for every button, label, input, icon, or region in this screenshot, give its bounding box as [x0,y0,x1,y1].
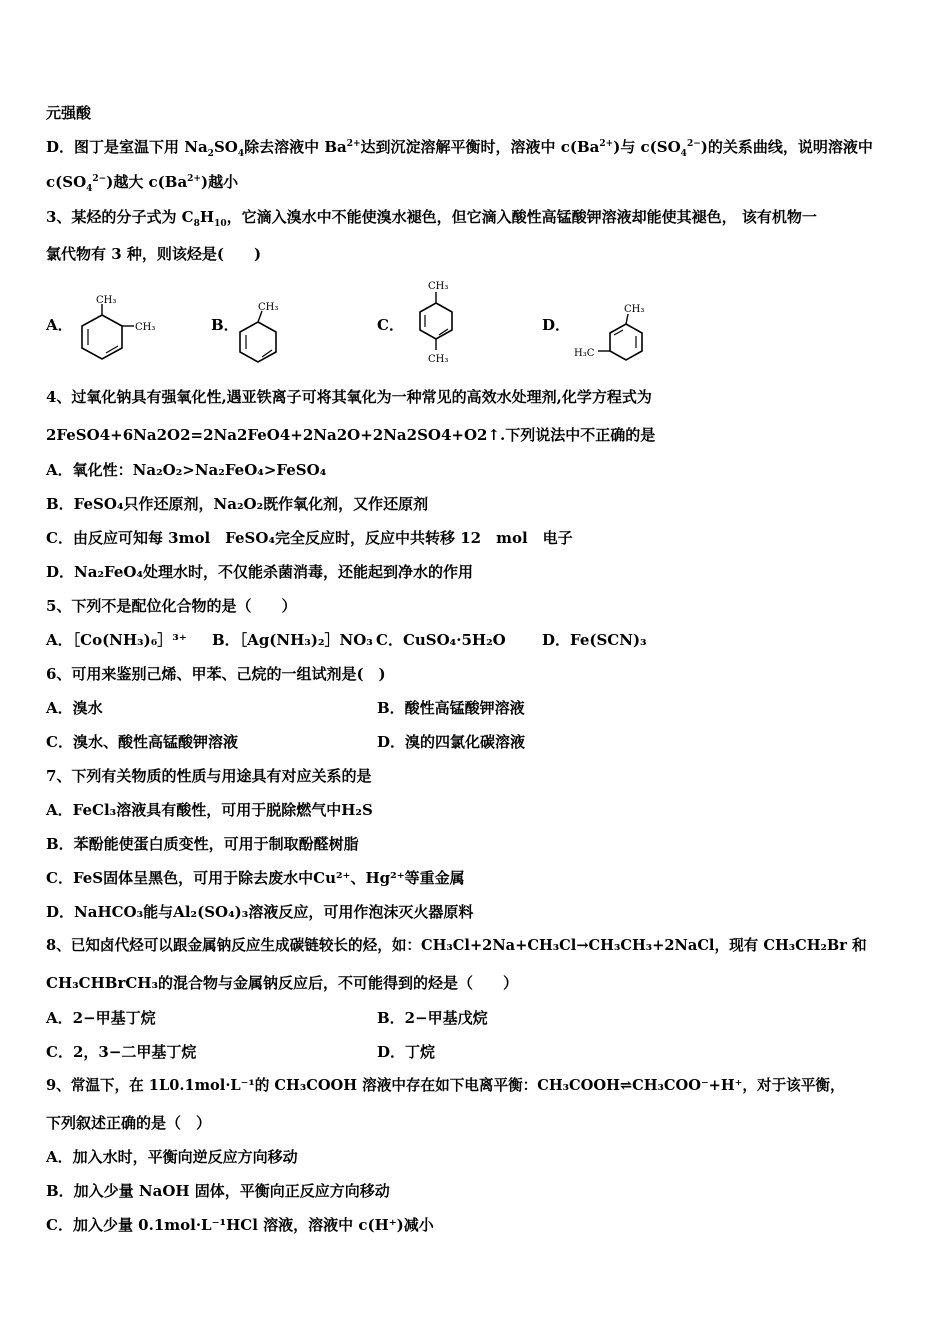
q9-stem-line2: 下列叙述正确的是（ ） [46,1114,212,1132]
q3-option-a-label: A． [46,316,73,334]
svg-text:CH₃: CH₃ [624,304,645,315]
q3-stem-line1: 3、某烃的分子式为 $C_8H_{10}$，它滴入溴水中不能使溴水褪色，但它滴入酸性高锰酸钾溶液却能使其褪色， 该有机物一 [46,208,817,229]
q7-option-b: B．苯酚能使蛋白质变性，可用于制取酚醛树脂 [46,835,359,853]
svg-text:CH₃: CH₃ [428,354,449,365]
svg-text:CH₃: CH₃ [258,302,279,313]
svg-text:CH₃: CH₃ [428,281,449,292]
q7-option-c: C．FeS固体呈黑色，可用于除去废水中Cu²⁺、Hg²⁺等重金属 [46,869,465,887]
q5-option-a: A．［Co(NH₃)₆］³⁺ [46,631,187,649]
q5-option-c: C．CuSO₄·5H₂O [376,631,506,649]
q2-continuation: 元强酸 [46,104,92,122]
q8-stem-line2: CH₃CHBrCH₃的混合物与金属钠反应后，不可能得到的烃是（ ） [46,974,519,992]
svg-text:H₃C: H₃C [574,348,595,359]
q8-option-d: D．丁烷 [377,1043,436,1061]
q6-option-a: A．溴水 [46,699,103,717]
q3-option-c-label: C． [377,316,404,334]
q3-structure-a-ortho-xylene [80,295,170,365]
q8-option-c: C．2，3−二甲基丁烷 [46,1043,197,1061]
q2-option-d-line2: $c(SO_4^{2-})$越大 $c(Ba^{2+})$越小 [46,173,239,194]
q4-option-c: C．由反应可知每 3mol FeSO₄完全反应时，反应中共转移 12 mol 电子 [46,529,573,547]
q9-option-a: A．加入水时，平衡向逆反应方向移动 [46,1148,298,1166]
svg-text:CH₃: CH₃ [135,322,156,333]
q3-option-b-label: B． [211,316,239,334]
q3-option-d-label: D． [542,316,571,334]
q9-option-b: B．加入少量 NaOH 固体，平衡向正反应方向移动 [46,1182,390,1200]
q7-option-d: D．NaHCO₃能与Al₂(SO₄)₃溶液反应，可用作泡沫灭火器原料 [46,903,474,921]
q9-option-c: C．加入少量 0.1mol·L⁻¹HCl 溶液，溶液中 c(H⁺)减小 [46,1216,434,1234]
q6-option-d: D．溴的四氯化碳溶液 [377,733,526,751]
q4-option-d: D．Na₂FeO₄处理水时，不仅能杀菌消毒，还能起到净水的作用 [46,563,474,581]
q7-option-a: A．FeCl₃溶液具有酸性，可用于脱除燃气中H₂S [46,801,373,819]
q8-option-a: A．2−甲基丁烷 [46,1009,156,1027]
q4-option-b: B．FeSO₄只作还原剂，Na₂O₂既作氧化剂，又作还原剂 [46,495,429,513]
q6-stem: 6、可用来鉴别己烯、甲苯、己烷的一组试剂是( ) [46,665,386,683]
q5-stem: 5、下列不是配位化合物的是（ ） [46,597,297,615]
q5-option-d: D．Fe(SCN)₃ [542,631,647,649]
q3-structure-b-toluene [238,300,298,365]
q2-option-d-line1: D．图丁是室温下用 $Na_2SO_4$除去溶液中 $Ba^{2+}$达到沉淀溶解平衡时，溶液中 $c(Ba^{2+})$与 $c(SO_4^{2-})$的关系曲线，说明溶液中 [46,138,873,159]
q6-option-b: B．酸性高锰酸钾溶液 [377,699,525,717]
q4-option-a: A．氧化性：Na₂O₂>Na₂FeO₄>FeSO₄ [46,461,327,479]
q8-stem-line1: 8、已知卤代烃可以跟金属钠反应生成碳链较长的烃，如：CH₃Cl+2Na+CH₃Cl→CH₃CH₃+2NaCl，现有 CH₃CH₂Br 和 [46,937,867,954]
svg-text:CH₃: CH₃ [96,295,117,306]
q9-stem-line1: 9、常温下，在 1L0.1mol·L⁻¹的 CH₃COOH 溶液中存在如下电离平衡：CH₃COOH⇌CH₃COO⁻+H⁺，对于该平衡， [46,1077,845,1094]
q4-stem: 4、过氧化钠具有强氧化性,遇亚铁离子可将其氧化为一种常见的高效水处理剂,化学方程式为 [46,388,652,406]
q7-stem: 7、下列有关物质的性质与用途具有对应关系的是 [46,767,372,785]
q4-equation: 2FeSO4+6Na2O2=2Na2FeO4+2Na2O+2Na2SO4+O2↑.下列说法中不正确的是 [46,426,656,444]
q3-structure-c-para-xylene [410,280,470,370]
q3-stem-line2: 氯代物有 3 种，则该烃是( ) [46,245,262,263]
q6-option-c: C．溴水、酸性高锰酸钾溶液 [46,733,238,751]
q3-structure-d-meta-xylene [572,300,652,365]
q8-option-b: B．2−甲基戊烷 [377,1009,488,1027]
q5-option-b: B．［Ag(NH₃)₂］NO₃ [212,631,373,649]
